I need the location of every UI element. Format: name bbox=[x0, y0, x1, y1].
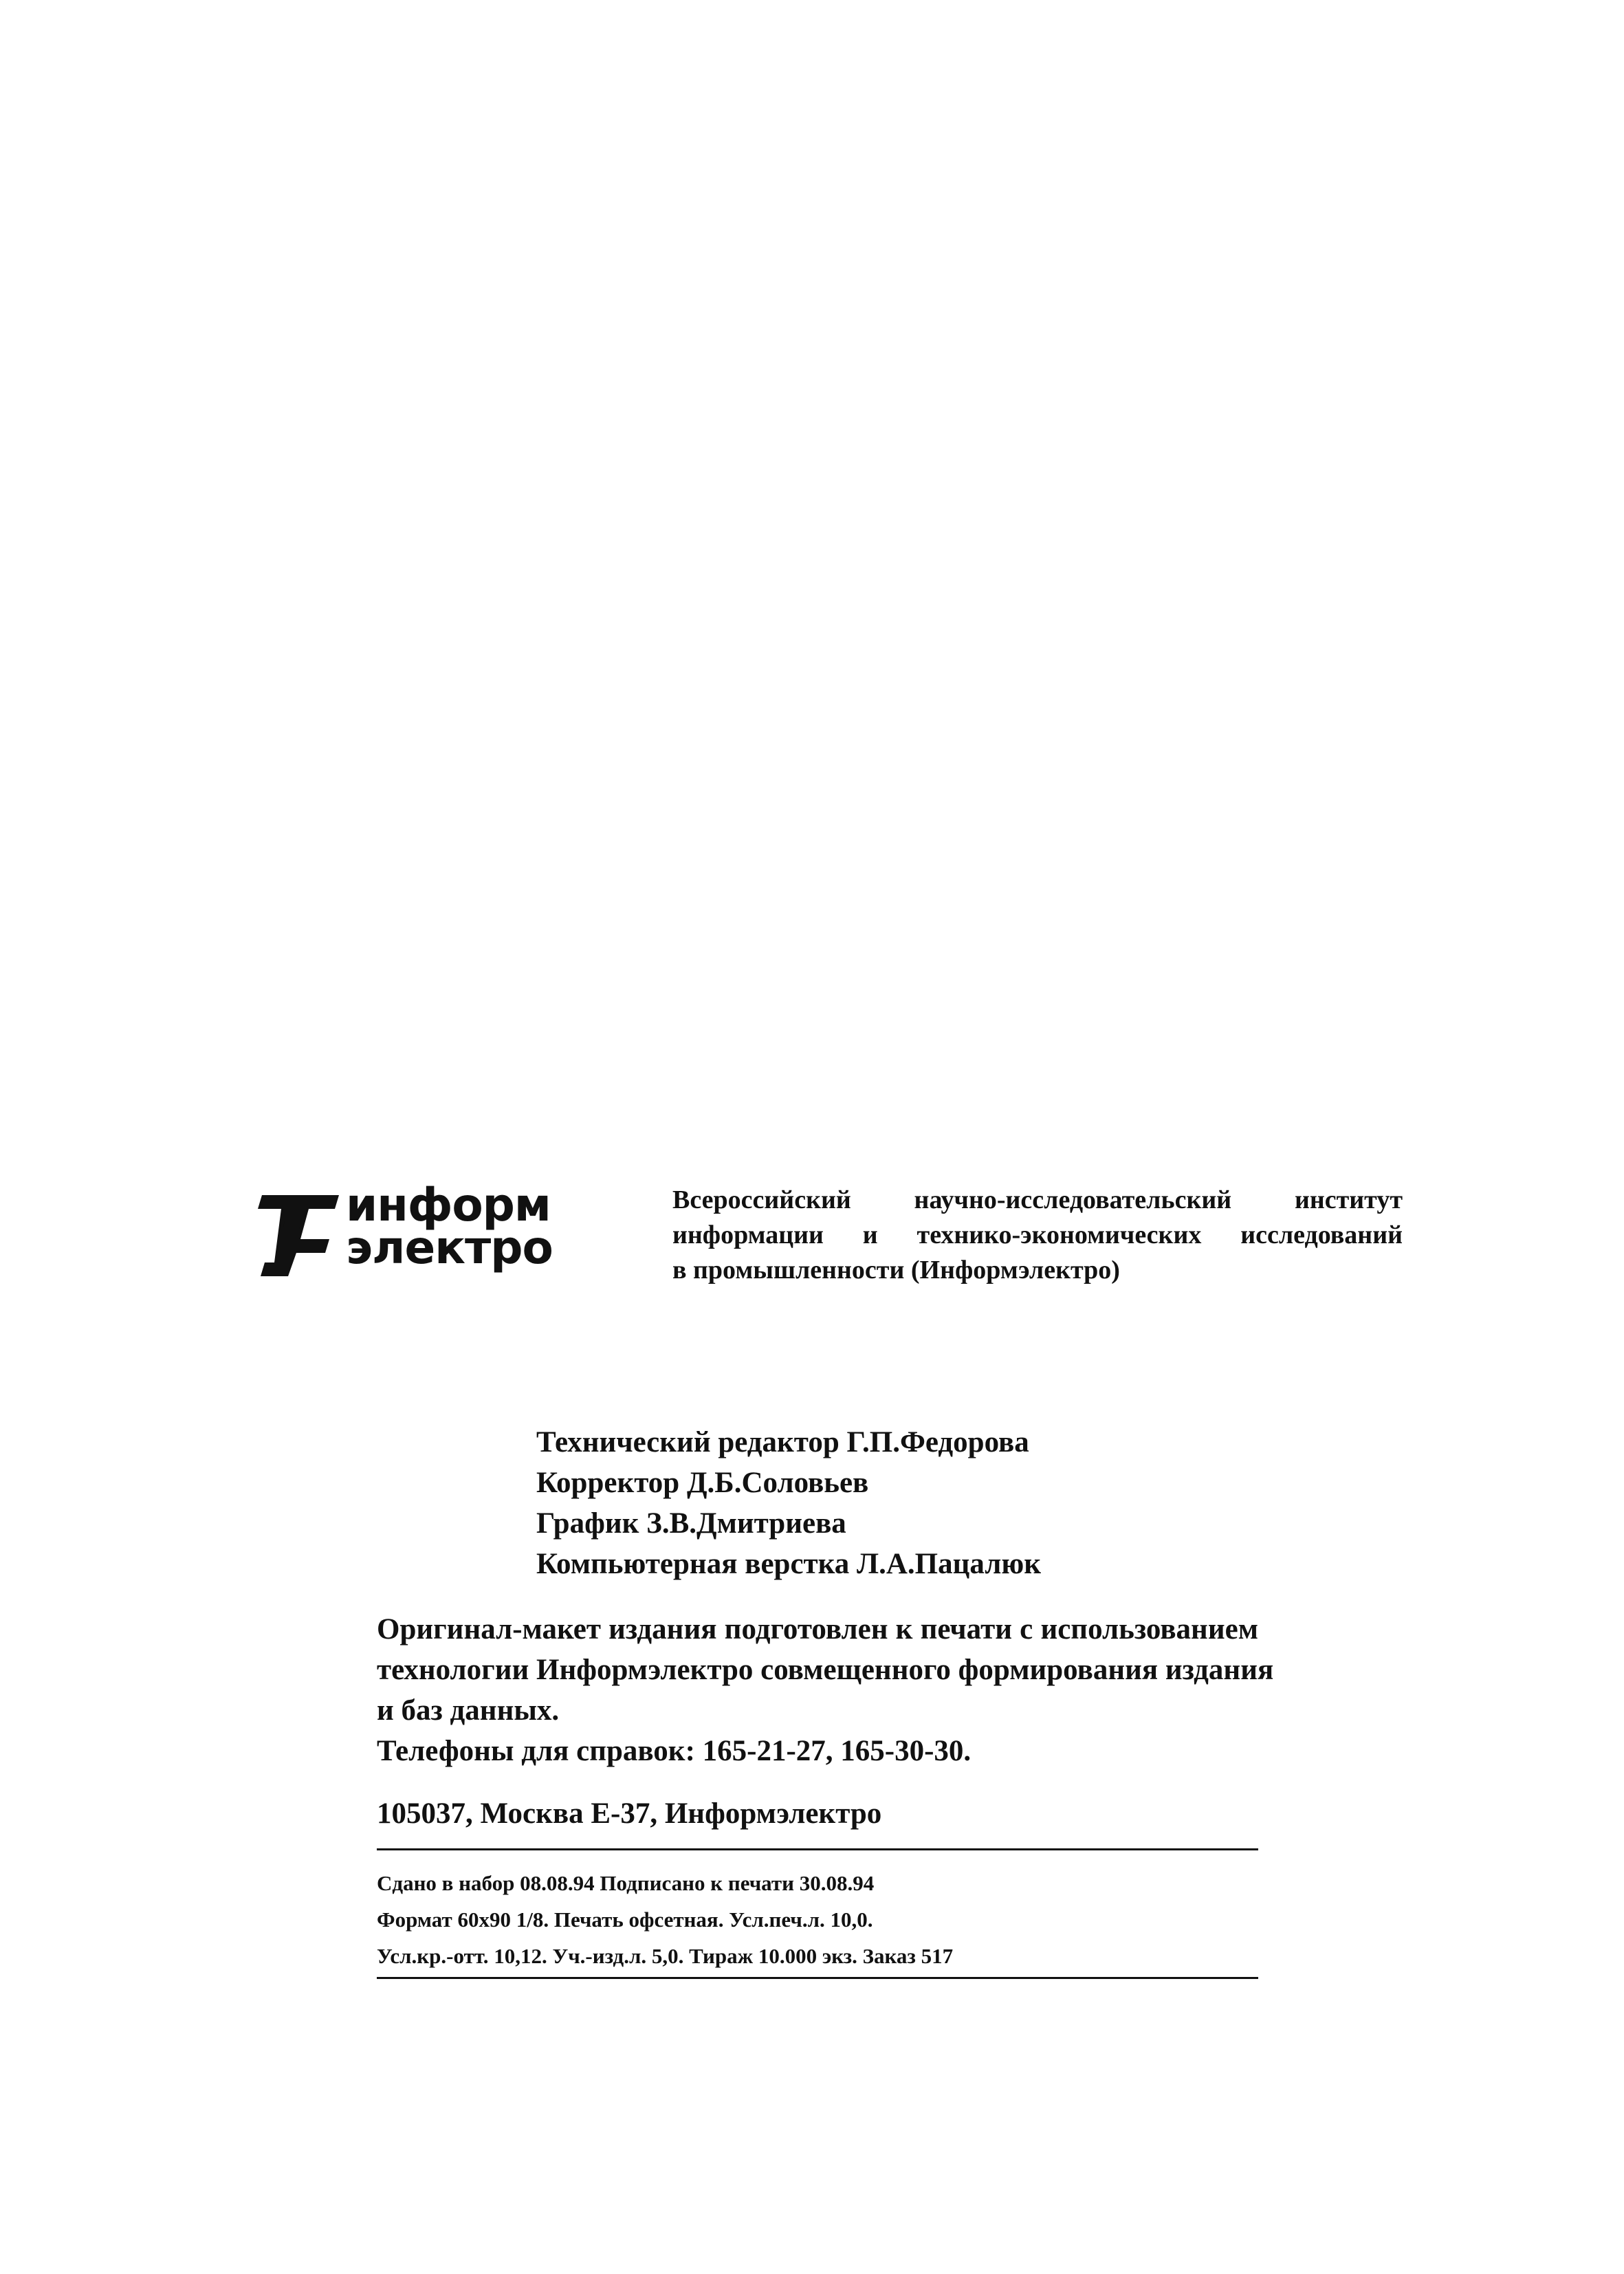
credit-technical-editor: Технический редактор Г.П.Федорова bbox=[536, 1426, 1029, 1458]
organization-line: информации и технико-экономических исследований bbox=[672, 1221, 1403, 1249]
note-line: Оригинал-макет издания подготовлен к печати с использованием bbox=[377, 1613, 1258, 1646]
divider-bottom bbox=[377, 1977, 1258, 1979]
organization-line: в промышленности (Информэлектро) bbox=[672, 1256, 1120, 1284]
note-line: и баз данных. bbox=[377, 1694, 560, 1727]
imprint-line: Усл.кр.-отт. 10,12. Уч.-изд.л. 5,0. Тираж 10.000 экз. Заказ 517 bbox=[377, 1944, 954, 1968]
staff-credits bbox=[536, 1422, 1041, 1584]
organization-line: Всероссийский научно-исследовательский институт bbox=[672, 1185, 1403, 1214]
imprint-details bbox=[377, 1865, 953, 1974]
note-line: технологии Информэлектро совмещенного формирования издания bbox=[377, 1654, 1274, 1686]
credit-graphic-artist: График З.В.Дмитриева bbox=[536, 1507, 846, 1540]
credit-layout: Компьютерная верстка Л.А.Пацалюк bbox=[536, 1548, 1041, 1580]
logo-text-elektro: электро bbox=[346, 1221, 553, 1274]
imprint-line: Формат 60х90 1/8. Печать офсетная. Усл.печ.л. 10,0. bbox=[377, 1907, 873, 1932]
credit-proofreader: Корректор Д.Б.Соловьев bbox=[536, 1467, 869, 1499]
publication-note bbox=[377, 1609, 1274, 1771]
organization-name bbox=[672, 1183, 1403, 1288]
phone-numbers: Телефоны для справок: 165-21-27, 165-30-30. bbox=[377, 1735, 972, 1767]
imprint-line: Сдано в набор 08.08.94 Подписано к печати 30.08.94 bbox=[377, 1871, 875, 1895]
divider-top bbox=[377, 1848, 1258, 1850]
informelektro-logo bbox=[258, 1179, 581, 1286]
postal-address: 105037, Москва Е-37, Информэлектро bbox=[377, 1797, 882, 1830]
informelektro-logo-mark bbox=[258, 1191, 340, 1280]
logo-text-inform: информ bbox=[346, 1179, 551, 1232]
